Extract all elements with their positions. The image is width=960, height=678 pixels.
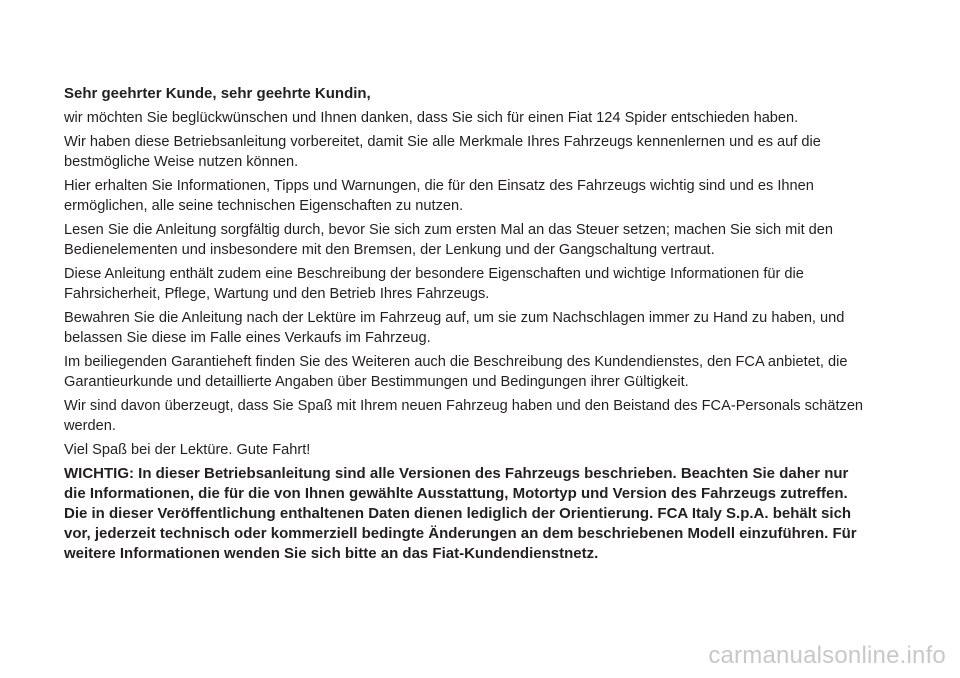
manual-page [64, 84, 874, 564]
greeting-heading: Sehr geehrter Kunde, sehr geehrte Kundin, [64, 85, 371, 102]
paragraph-information: Hier erhalten Sie Informationen, Tipps und Warnungen, die für den Einsatz des Fahrzeugs wichtig sind und es Ihnen ermöglichen, alle seine technischen Eigenschaften zu nutzen. [64, 178, 814, 214]
paragraph-read-carefully: Lesen Sie die Anleitung sorgfältig durch, bevor Sie sich zum ersten Mal an das Steuer setzen; machen Sie sich mit den Bedienelementen und insbesondere mit den Bremsen, der Lenkung und der Gangschaltung vertraut. [64, 222, 834, 258]
paragraph-manual-purpose: Wir haben diese Betriebsanleitung vorbereitet, damit Sie alle Merkmale Ihres Fahrzeugs kennenlernen und es auf die bestmögliche Weise nutzen können. [64, 134, 821, 170]
watermark-text: carmanualsonline.info [708, 642, 946, 669]
paragraph-keep-manual: Bewahren Sie die Anleitung nach der Lektüre im Fahrzeug auf, um sie zum Nachschlagen immer zu Hand zu haben, und belassen Sie diese im Falle eines Verkaufs im Fahrzeug. [64, 310, 845, 346]
paragraph-warranty: Im beiliegenden Garantieheft finden Sie des Weiteren auch die Beschreibung des Kundendienstes, den FCA anbietet, die Garantieurkunde und detaillierte Angaben über Bestimmungen und Bedingungen ihrer Gültigkeit. [64, 354, 848, 390]
paragraph-closing: Viel Spaß bei der Lektüre. Gute Fahrt! [64, 442, 311, 458]
paragraph-intro: wir möchten Sie beglückwünschen und Ihnen danken, dass Sie sich für einen Fiat 124 Spider entschieden haben. [64, 110, 799, 126]
important-notice: WICHTIG: In dieser Betriebsanleitung sind alle Versionen des Fahrzeugs beschrieben. Beachten Sie daher nur die Informationen, die für die von Ihnen gewählte Ausstattung, Motortyp und Version des Fahrzeugs zutreffen. Die in dieser Veröffentlichung enthaltenen Daten dienen lediglich der Orientierung. FCA Italy S.p.A. behält sich vor, jederzeit technisch oder kommerziell bedingte Änderungen an dem beschriebenen Modell einzuführen. Für weitere Informationen wenden Sie sich bitte an das Fiat-Kundendienstnetz. [64, 465, 857, 562]
paragraph-contents: Diese Anleitung enthält zudem eine Beschreibung der besondere Eigenschaften und wichtige Informationen für die Fahrsicherheit, Pflege, Wartung und den Betrieb Ihres Fahrzeugs. [64, 266, 804, 302]
paragraph-enjoy: Wir sind davon überzeugt, dass Sie Spaß mit Ihrem neuen Fahrzeug haben und den Beistand des FCA-Personals schätzen werden. [64, 398, 864, 434]
